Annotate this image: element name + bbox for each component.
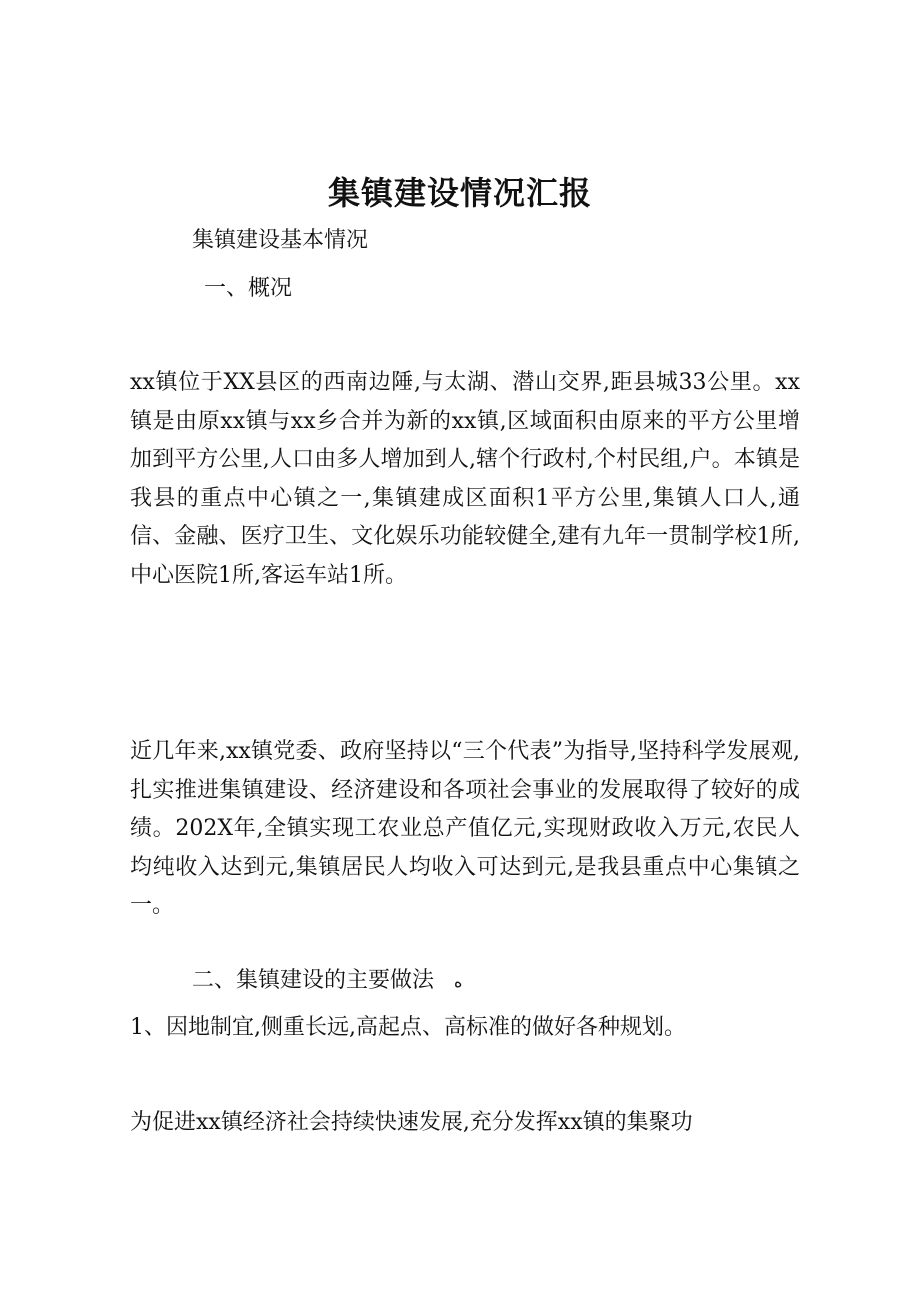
practice-paragraph: 为促进xx镇经济社会持续快速发展,充分发挥xx镇的集聚功 <box>130 1110 693 1135</box>
stray-mark: ه <box>454 972 463 991</box>
section-heading-practices-text: 二、集镇建设的主要做法 <box>192 968 435 993</box>
document-subtitle: 集镇建设基本情况 <box>192 228 369 253</box>
achievements-paragraph: 近几年来,xx镇党委、政府坚持以“三个代表”为指导,坚持科学发展观,扎实推进集镇建设、经济建设和各项社会事业的发展取得了较好的成绩。202X年,全镇实现工农业总产值亿元,实现财政收入万元,农民人均纯收入达到元,集镇居民人均收入可达到元,是我县重点中心集镇之一。 <box>130 739 800 918</box>
practice-item-1: 1、因地制宜,侧重长远,高起点、高标准的做好各种规划。 <box>130 1015 686 1040</box>
overview-paragraph: xx镇位于XX县区的西南边陲,与太湖、潜山交界,距县城33公里。xx镇是由原xx镇与xx乡合并为新的xx镇,区域面积由原来的平方公里增加到平方公里,人口由多人增加到人,辖个行政村,个村民组,户。本镇是我县的重点中心镇之一,集镇建成区面积1平方公里,集镇人口人,通信、金融、医疗卫生、文化娱乐功能较健全,建有九年一贯制学校1所,中心医院1所,客运车站1所。 <box>130 370 800 588</box>
document-title: 集镇建设情况汇报 <box>327 174 592 212</box>
section-heading-overview: 一、概况 <box>204 276 293 301</box>
section-heading-practices <box>192 966 462 997</box>
